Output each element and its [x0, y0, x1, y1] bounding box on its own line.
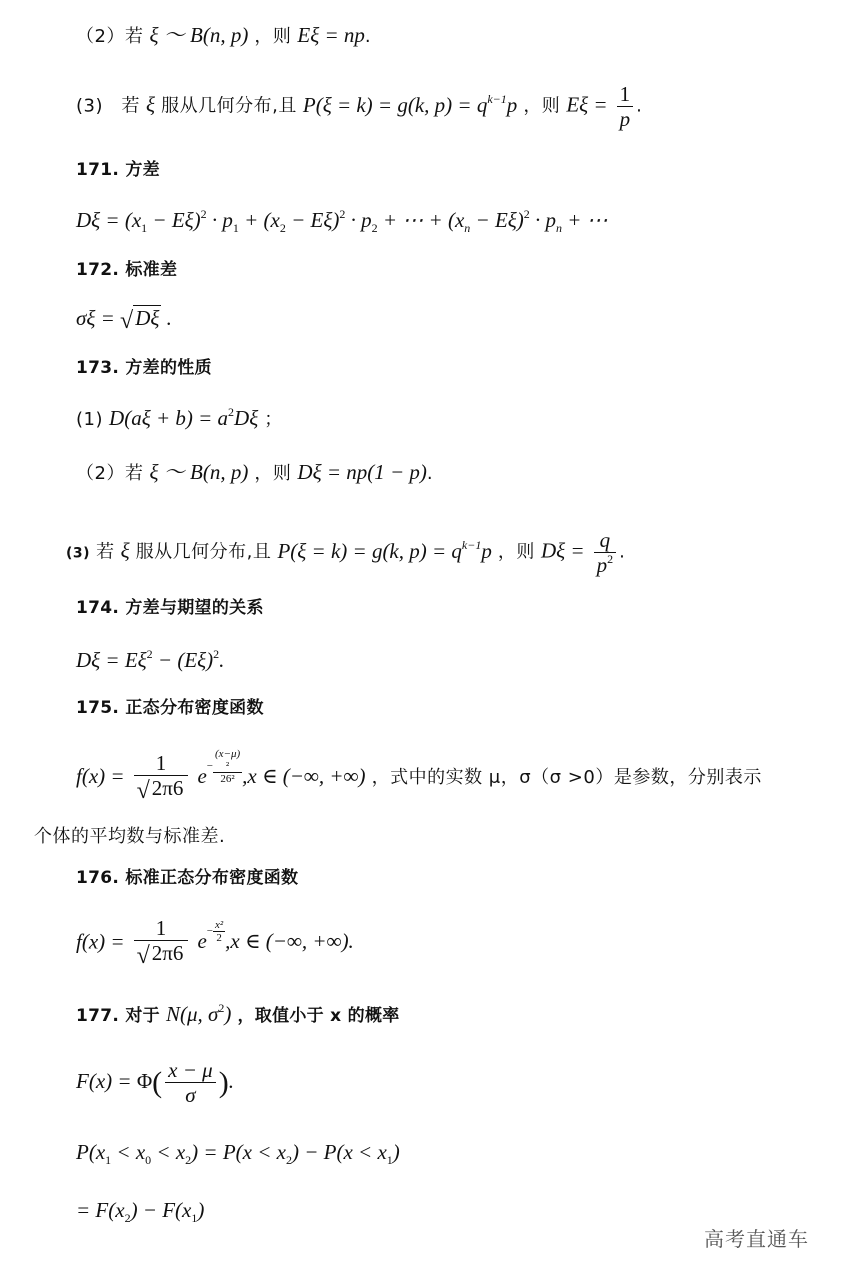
formula: σξ = √Dξ . [76, 306, 172, 334]
formula: $P(x_1 < x_0 < x_2) = P(x < x_2) - P(x < x_1)$ [76, 1140, 400, 1167]
item-end: . [364, 26, 372, 47]
item-sep: ，则 [254, 26, 292, 47]
formula: ξ [120, 538, 130, 563]
formula: $D\xi = E\xi^2 - (E\xi)^2$. [76, 647, 225, 672]
item-prefix: （2）若 [76, 26, 144, 47]
heading-normal-density: 175. 正态分布密度函数 [76, 698, 264, 718]
item-mid: 服从几何分布,且 [161, 95, 297, 117]
item-prefix: (3) 若 [76, 95, 140, 117]
interval-cdf-formula [76, 1200, 204, 1224]
formula: Eξ = [566, 92, 608, 117]
fraction: $\frac{1}{√2\pi 6}$ [134, 751, 189, 806]
heading-probability-less-than [76, 1002, 400, 1025]
formula: ξ [146, 92, 156, 117]
item-end: . [619, 541, 626, 563]
item-sep: ，则 [523, 95, 561, 117]
watermark: 高考直通车 [704, 1227, 809, 1251]
formula: ξ ～ B(n, p) [149, 460, 249, 484]
item-prefix: （2）若 [76, 463, 144, 484]
expectation-geometric-line [76, 82, 642, 131]
formula: = $F(x_2) - F(x_1)$ [76, 1198, 205, 1225]
heading-variance-expectation: 174. 方差与期望的关系 [76, 598, 264, 618]
item-sep: ，则 [254, 463, 292, 484]
normal-density-text: ，式中的实数 μ，σ（σ >0）是参数，分别表示 [371, 767, 762, 789]
normal-density-formula [76, 748, 762, 806]
variance-prop-2 [76, 462, 433, 483]
expectation-binomial-line [76, 25, 371, 46]
fraction: $\frac{x - \mu}{\sigma}$ [165, 1058, 216, 1107]
cdf-formula: F(x) = Φ( $\frac{x - \mu}{\sigma}$ ). [76, 1058, 234, 1108]
normal-density-continuation: 个体的平均数与标准差. [34, 826, 226, 847]
item-sep: ，则 [497, 541, 535, 563]
formula: $D\xi = (x_1 - E\xi)^2 \cdot p_1 + (x_2 - E\xi)^2 \cdot p_2$ + ⋯ + $(x_n - E\xi)^2 \cdot p_n$ + ⋯ [76, 207, 608, 235]
item-end: . [636, 95, 643, 117]
variance-expectation-formula [76, 648, 224, 671]
heading-standard-normal: 176. 标准正态分布密度函数 [76, 868, 299, 888]
variance-prop-1 [76, 406, 283, 429]
fraction: $\frac{1}{√2\pi 6}$ [134, 916, 189, 971]
formula: f(x) = [76, 764, 125, 789]
item-mid: 服从几何分布,且 [135, 541, 272, 563]
fraction: $\frac{q}{p^2}$ [594, 528, 617, 577]
heading-variance: 171. 方差 [76, 160, 160, 180]
heading-std: 172. 标准差 [76, 260, 178, 280]
variance-prop-3 [66, 528, 625, 577]
interval-probability-formula [76, 1142, 400, 1166]
heading-suffix: ，取值小于 x 的概率 [237, 1006, 400, 1026]
formula: Dξ = np(1 − p) [297, 460, 427, 484]
formula: P(ξ = k) = g(k, $p) = q^{k-1}p$ [302, 91, 518, 117]
item-prefix: (3) [66, 545, 91, 562]
formula: $D(a\xi + b) = a^2D\xi$ [109, 405, 259, 430]
item-prefix: (1) [76, 409, 103, 430]
fraction: $\frac{1}{p}$ [617, 82, 634, 131]
formula: e− $\frac{\text{x²}}{2}$ ,x ∈ (−∞, +∞). [197, 919, 354, 954]
formula: Dξ = [540, 538, 585, 563]
item-end: ； [264, 409, 283, 430]
formula: e− (x−μ) ² 26² ,x ∈ (−∞, +∞) [197, 748, 366, 789]
item-prefix2: 若 [96, 541, 115, 563]
formula: f(x) = [76, 929, 125, 954]
formula: N(μ, $\sigma^2$) [166, 1001, 232, 1026]
formula: ξ ～ B(n, p) [149, 23, 249, 47]
formula: P(ξ = k) = g(k, $p) = q^{k-1}p$ [277, 537, 492, 563]
item-end: . [426, 463, 434, 484]
formula: Eξ = np [297, 23, 365, 47]
standard-normal-formula [76, 916, 354, 971]
formula: F(x) = Φ( [76, 1065, 163, 1099]
std-formula [76, 308, 172, 333]
variance-formula [76, 208, 608, 234]
heading-prefix: 177. 对于 [76, 1006, 160, 1026]
heading-variance-properties: 173. 方差的性质 [76, 358, 212, 378]
